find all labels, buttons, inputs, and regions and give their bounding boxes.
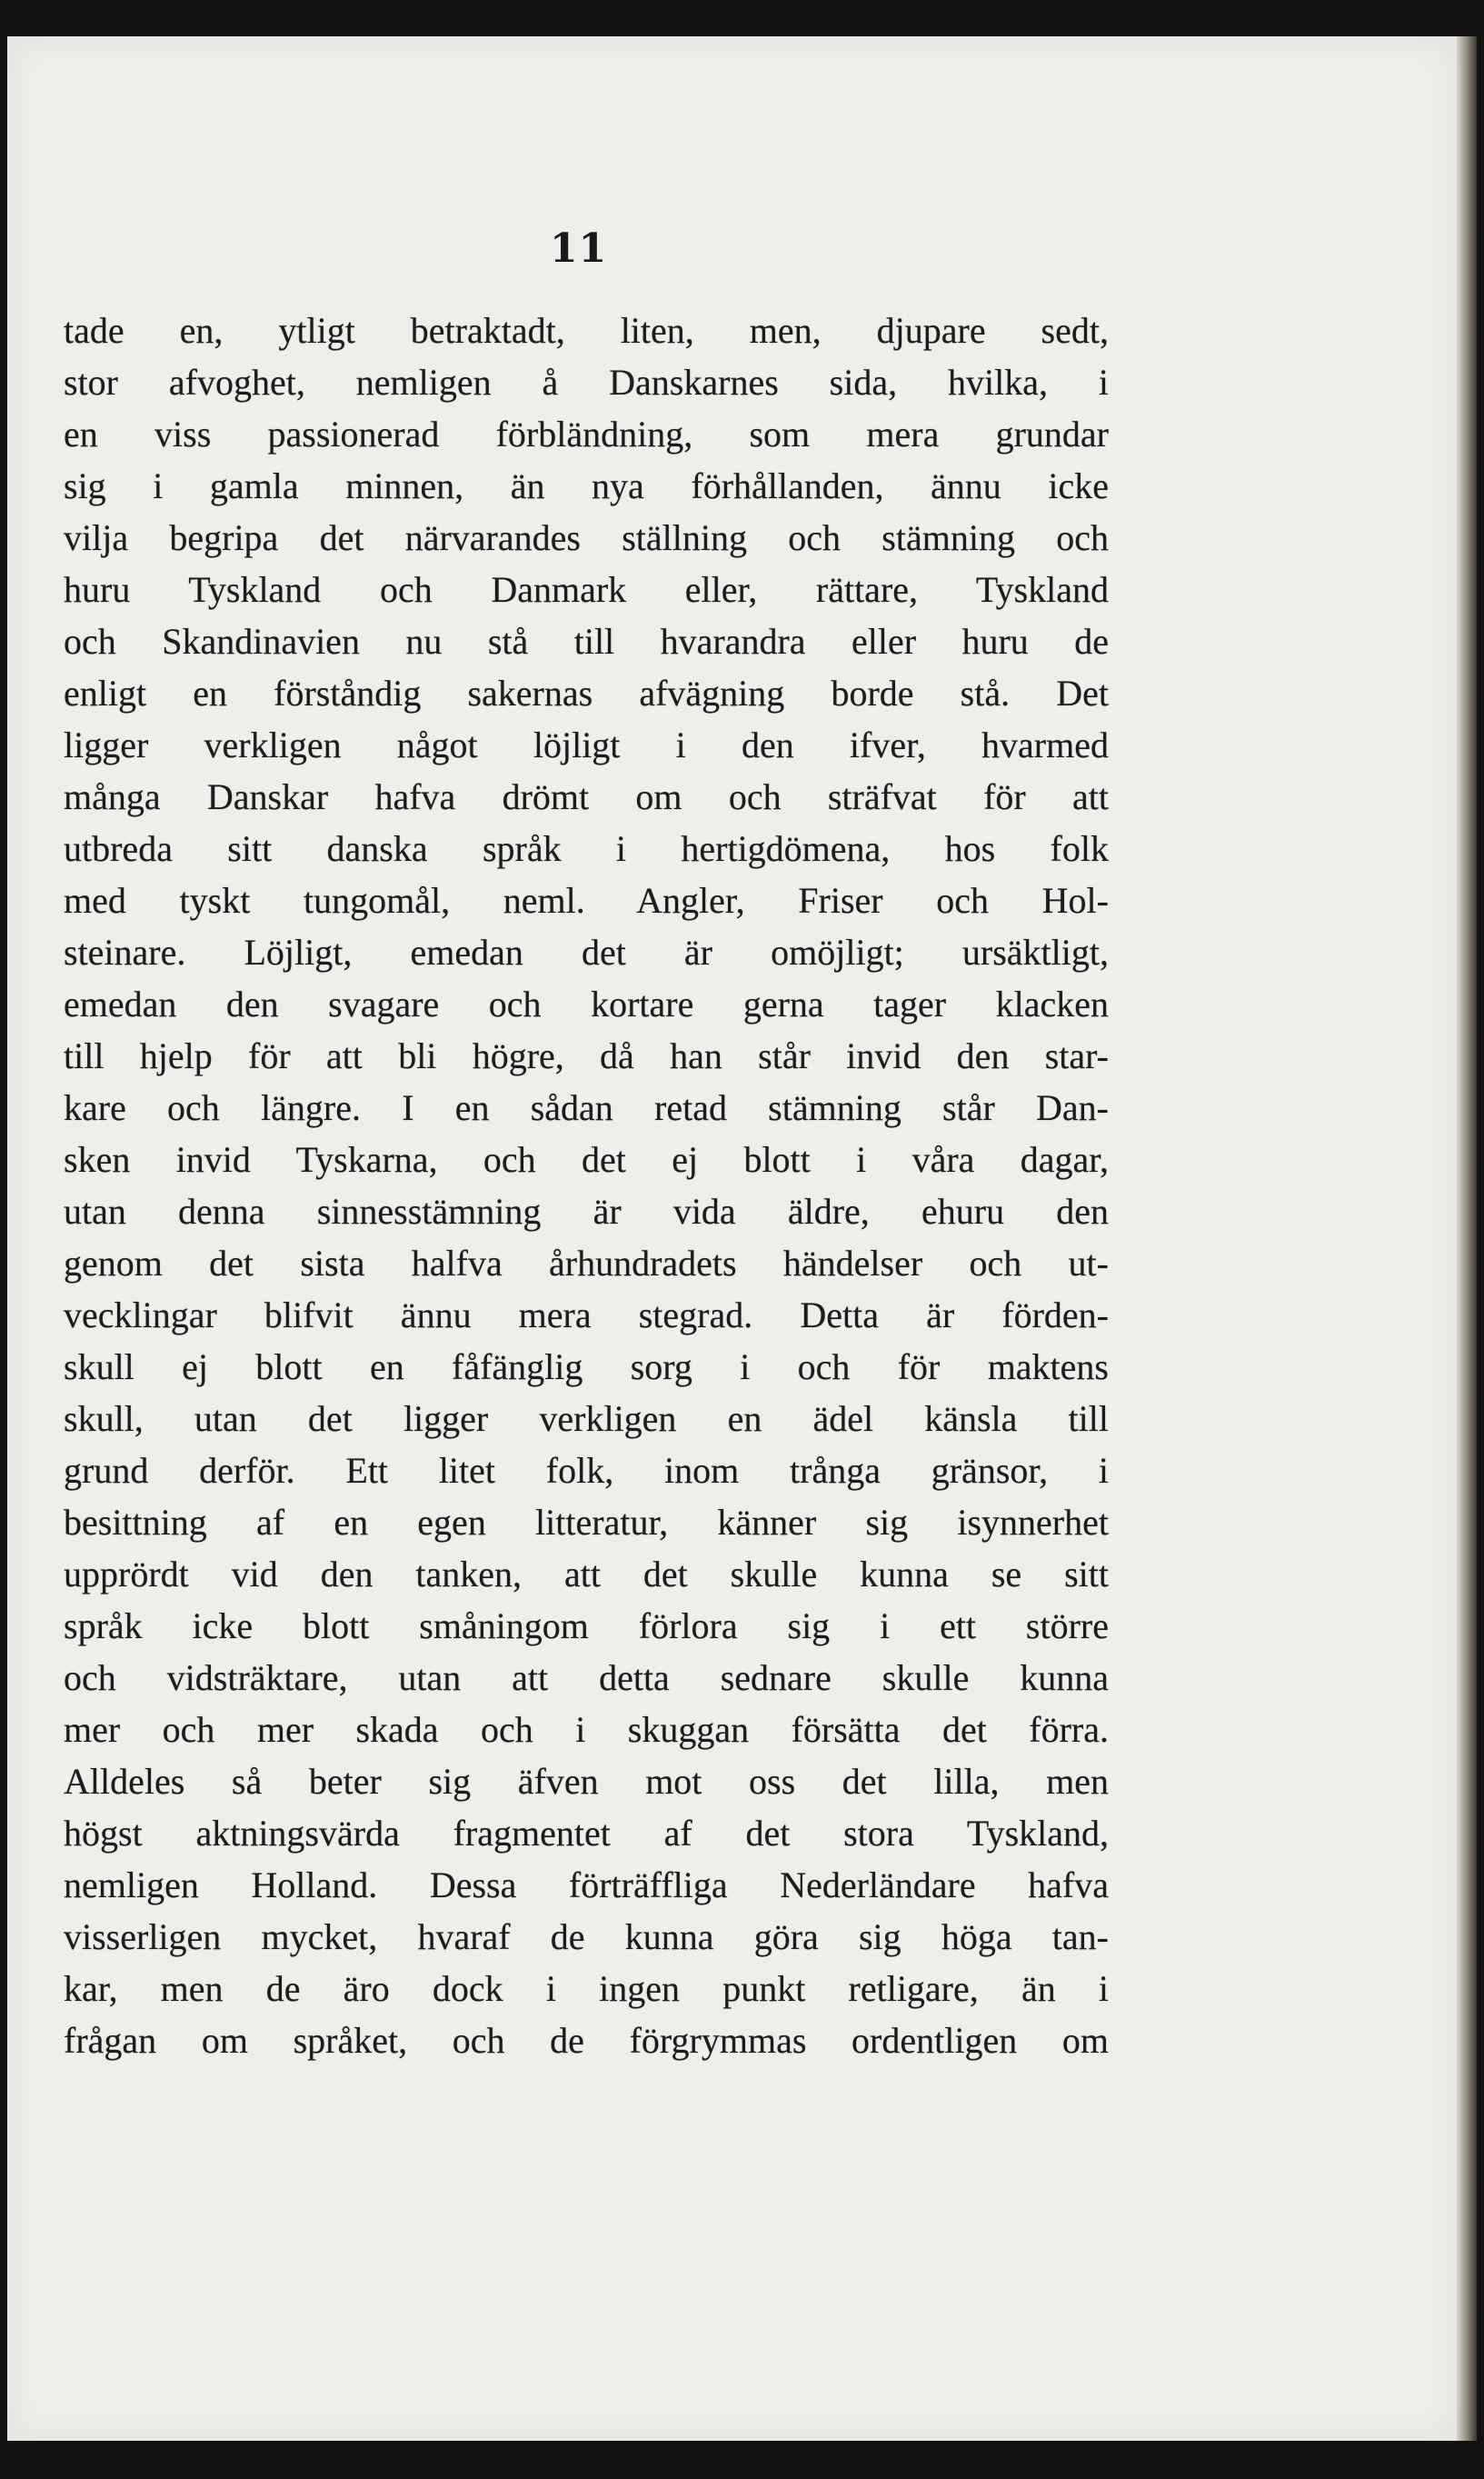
text-line: språk icke blott småningom förlora sig i ett större bbox=[64, 1605, 1109, 1646]
text-line: och vidsträktare, utan att detta sednare skulle kunna bbox=[64, 1657, 1109, 1698]
text-line: och Skandinavien nu stå till hvarandra eller huru de bbox=[64, 621, 1109, 662]
text-line: upprördt vid den tanken, att det skulle kunna se sitt bbox=[64, 1554, 1109, 1594]
text-line: huru Tyskland och Danmark eller, rättare, Tyskland bbox=[64, 569, 1109, 610]
text-line: besittning af en egen litteratur, känner sig isynnerhet bbox=[64, 1502, 1109, 1543]
text-line: kare och längre. I en sådan retad stämning står Dan- bbox=[64, 1087, 1109, 1128]
text-line: visserligen mycket, hvaraf de kunna göra sig höga tan- bbox=[64, 1916, 1109, 1957]
text-line: skull ej blott en fåfänglig sorg i och för maktens bbox=[64, 1346, 1109, 1387]
text-line: till hjelp för att bli högre, då han står invid den star- bbox=[64, 1035, 1109, 1076]
text-line: Alldeles så beter sig äfven mot oss det lilla, men bbox=[64, 1761, 1109, 1802]
text-line: grund derför. Ett litet folk, inom trånga gränsor, i bbox=[64, 1450, 1109, 1491]
text-line: emedan den svagare och kortare gerna tager klacken bbox=[64, 984, 1109, 1025]
page-edge bbox=[1457, 36, 1477, 2441]
text-line: många Danskar hafva drömt om och sträfvat för att bbox=[64, 776, 1109, 817]
text-line: utan denna sinnesstämning är vida äldre, ehuru den bbox=[64, 1191, 1109, 1232]
text-line: mer och mer skada och i skuggan försätta det förra. bbox=[64, 1709, 1109, 1750]
text-line: tade en, ytligt betraktadt, liten, men, djupare sedt, bbox=[64, 310, 1109, 351]
text-line: utbreda sitt danska språk i hertigdömena, hos folk bbox=[64, 828, 1109, 869]
body-text bbox=[64, 305, 1109, 2066]
text-line: sig i gamla minnen, än nya förhållanden, ännu icke bbox=[64, 465, 1109, 506]
text-line: steinare. Löjligt, emedan det är omöjligt; ursäktligt, bbox=[64, 932, 1109, 973]
text-line: kar, men de äro dock i ingen punkt retligare, än i bbox=[64, 1968, 1109, 2009]
text-line: nemligen Holland. Dessa förträffliga Nederländare hafva bbox=[64, 1864, 1109, 1905]
text-line: sken invid Tyskarna, och det ej blott i våra dagar, bbox=[64, 1139, 1109, 1180]
text-line: enligt en förståndig sakernas afvägning borde stå. Det bbox=[64, 673, 1109, 714]
text-line: en viss passionerad förbländning, som mera grundar bbox=[64, 414, 1109, 455]
text-line: högst aktningsvärda fragmentet af det stora Tyskland, bbox=[64, 1813, 1109, 1854]
text-line: vecklingar blifvit ännu mera stegrad. Detta är förden- bbox=[64, 1294, 1109, 1335]
page-number: 11 bbox=[550, 225, 608, 272]
text-line: skull, utan det ligger verkligen en ädel känsla till bbox=[64, 1398, 1109, 1439]
text-line: ligger verkligen något löjligt i den ifver, hvarmed bbox=[64, 725, 1109, 765]
text-line: frågan om språket, och de förgrymmas ordentligen om bbox=[64, 2020, 1109, 2061]
text-line: genom det sista halfva århundradets händelser och ut- bbox=[64, 1243, 1109, 1284]
text-line: vilja begripa det närvarandes ställning och stämning och bbox=[64, 517, 1109, 558]
text-line: med tyskt tungomål, neml. Angler, Friser och Hol- bbox=[64, 880, 1109, 921]
text-line: stor afvoghet, nemligen å Danskarnes sida, hvilka, i bbox=[64, 362, 1109, 403]
